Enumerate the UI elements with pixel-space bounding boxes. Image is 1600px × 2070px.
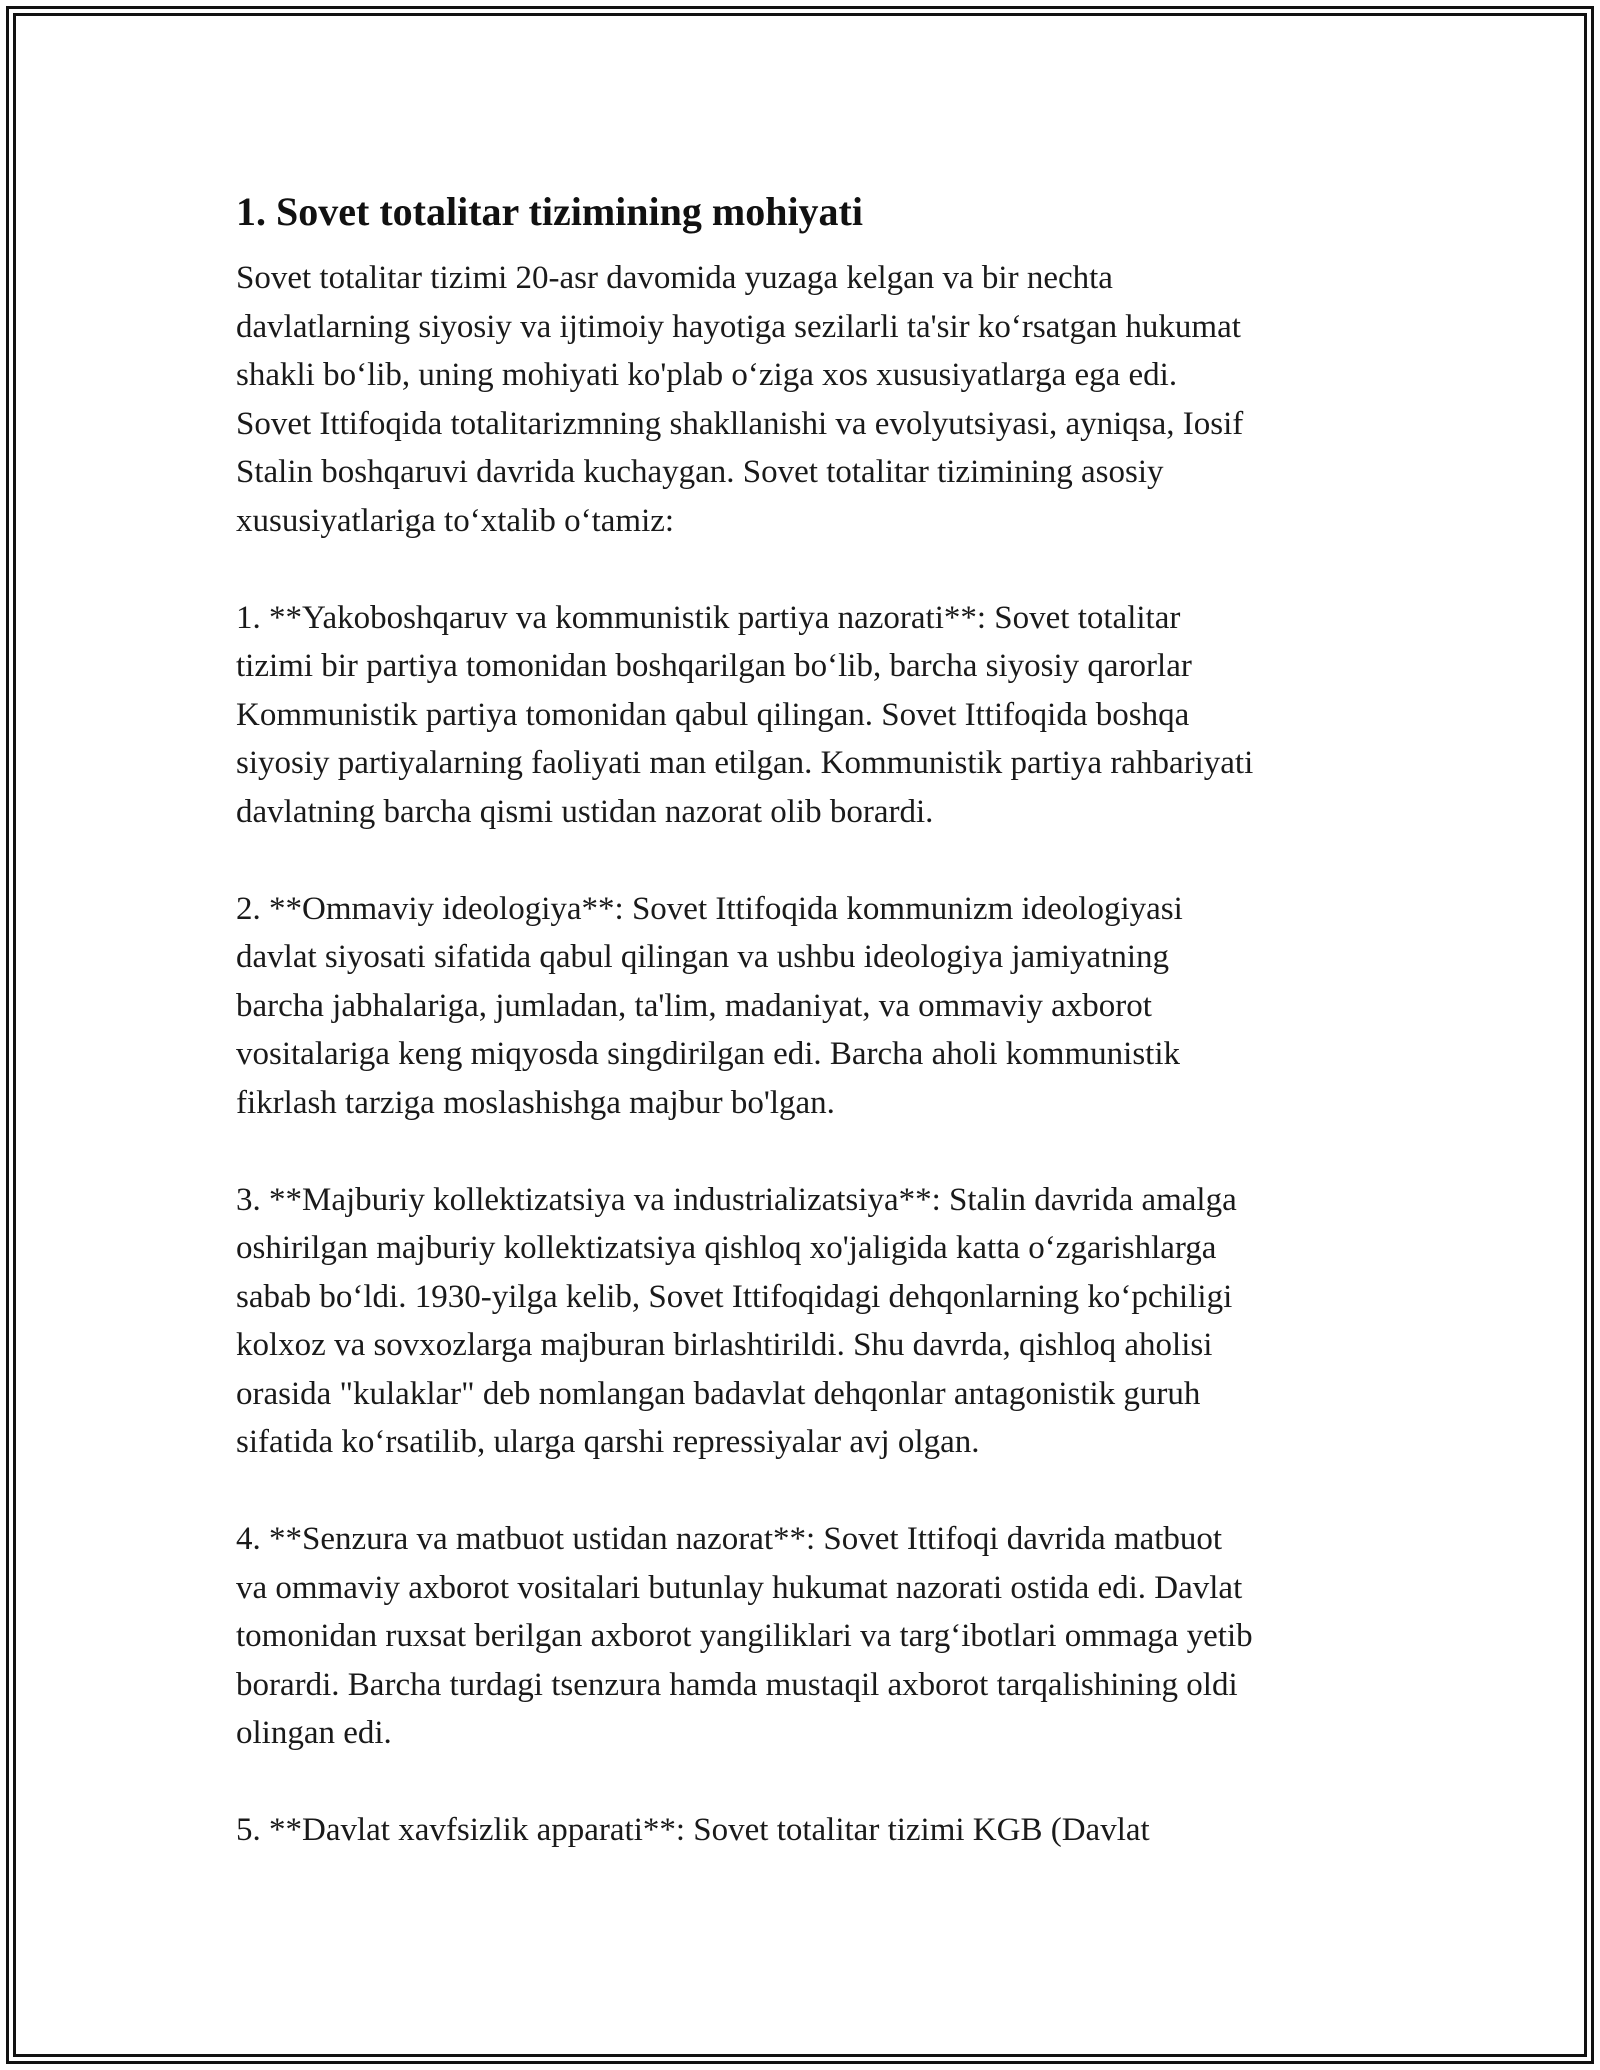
list-item-paragraph — [236, 1515, 1386, 1758]
intro-paragraph — [236, 254, 1386, 545]
text-line: orasida "kulaklar" deb nomlangan badavlat dehqonlar antagonistik guruh — [236, 1375, 1201, 1412]
text-line: oshirilgan majburiy kollektizatsiya qishloq xo'jaligida katta o‘zgarishlarga — [236, 1230, 1217, 1266]
text-line: 1. **Yakoboshqaruv va kommunistik partiya nazorati**: Sovet totalitar — [236, 599, 1181, 636]
text-line: siyosiy partiyalarning faoliyati man etilgan. Kommunistik partiya rahbariyati — [236, 745, 1254, 781]
text-line: vositalariga keng miqyosda singdirilgan edi. Barcha aholi kommunistik — [236, 1036, 1180, 1072]
text-line: 4. **Senzura va matbuot ustidan nazorat**: Sovet Ittifoqi davrida matbuot — [236, 1521, 1223, 1557]
document-title: 1. Sovet totalitar tizimining mohiyati — [236, 189, 863, 234]
text-line: borardi. Barcha turdagi tsenzura hamda mustaqil axborot tarqalishining oldi — [236, 1666, 1238, 1703]
text-line: va ommaviy axborot vositalari butunlay hukumat nazorati ostida edi. Davlat — [236, 1569, 1243, 1606]
text-line: Stalin boshqaruvi davrida kuchaygan. Sovet totalitar tizimining asosiy — [236, 454, 1164, 490]
text-line: davlatlarning siyosiy va ijtimoiy hayotiga sezilarli ta'sir ko‘rsatgan hukumat — [236, 308, 1241, 345]
text-line: shakli bo‘lib, uning mohiyati ko'plab o‘ziga xos xususiyatlarga ega edi. — [236, 357, 1178, 393]
text-line: barcha jabhalariga, jumladan, ta'lim, madaniyat, va ommaviy axborot — [236, 987, 1152, 1024]
text-line: tomonidan ruxsat berilgan axborot yangiliklari va targ‘ibotlari ommaga yetib — [236, 1618, 1253, 1654]
text-line: tizimi bir partiya tomonidan boshqarilgan bo‘lib, barcha siyosiy qarorlar — [236, 648, 1192, 684]
text-line: davlat siyosati sifatida qabul qilingan va ushbu ideologiya jamiyatning — [236, 939, 1169, 975]
text-line: olingan edi. — [236, 1715, 392, 1751]
text-line: Sovet Ittifoqida totalitarizmning shakllanishi va evolyutsiyasi, ayniqsa, Iosif — [236, 405, 1244, 442]
text-line: 5. **Davlat xavfsizlik apparati**: Sovet totalitar tizimi KGB (Davlat — [236, 1812, 1150, 1848]
list-item-paragraph — [236, 594, 1386, 837]
text-line: kolxoz va sovxozlarga majburan birlashtirildi. Shu davrda, qishloq aholisi — [236, 1327, 1213, 1363]
text-line: 3. **Majburiy kollektizatsiya va industrializatsiya**: Stalin davrida amalga — [236, 1181, 1237, 1218]
text-line: Kommunistik partiya tomonidan qabul qilingan. Sovet Ittifoqida boshqa — [236, 696, 1190, 733]
text-line: Sovet totalitar tizimi 20-asr davomida yuzaga kelgan va bir nechta — [236, 260, 1113, 296]
text-line: sabab bo‘ldi. 1930-yilga kelib, Sovet Ittifoqidagi dehqonlarning ko‘pchiligi — [236, 1278, 1233, 1315]
paragraph-list — [236, 254, 1386, 1855]
list-item-paragraph — [236, 1806, 1386, 1855]
list-item-paragraph — [236, 1176, 1386, 1467]
text-line: sifatida ko‘rsatilib, ularga qarshi repressiyalar avj olgan. — [236, 1424, 980, 1460]
text-line: 2. **Ommaviy ideologiya**: Sovet Ittifoqida kommunizm ideologiyasi — [236, 890, 1183, 927]
text-line: xususiyatlariga to‘xtalib o‘tamiz: — [236, 502, 675, 539]
list-item-paragraph — [236, 885, 1386, 1128]
document-body — [236, 186, 1386, 1903]
text-line: fikrlash tarziga moslashishga majbur bo'lgan. — [236, 1084, 835, 1121]
text-line: davlatning barcha qismi ustidan nazorat olib borardi. — [236, 793, 934, 830]
